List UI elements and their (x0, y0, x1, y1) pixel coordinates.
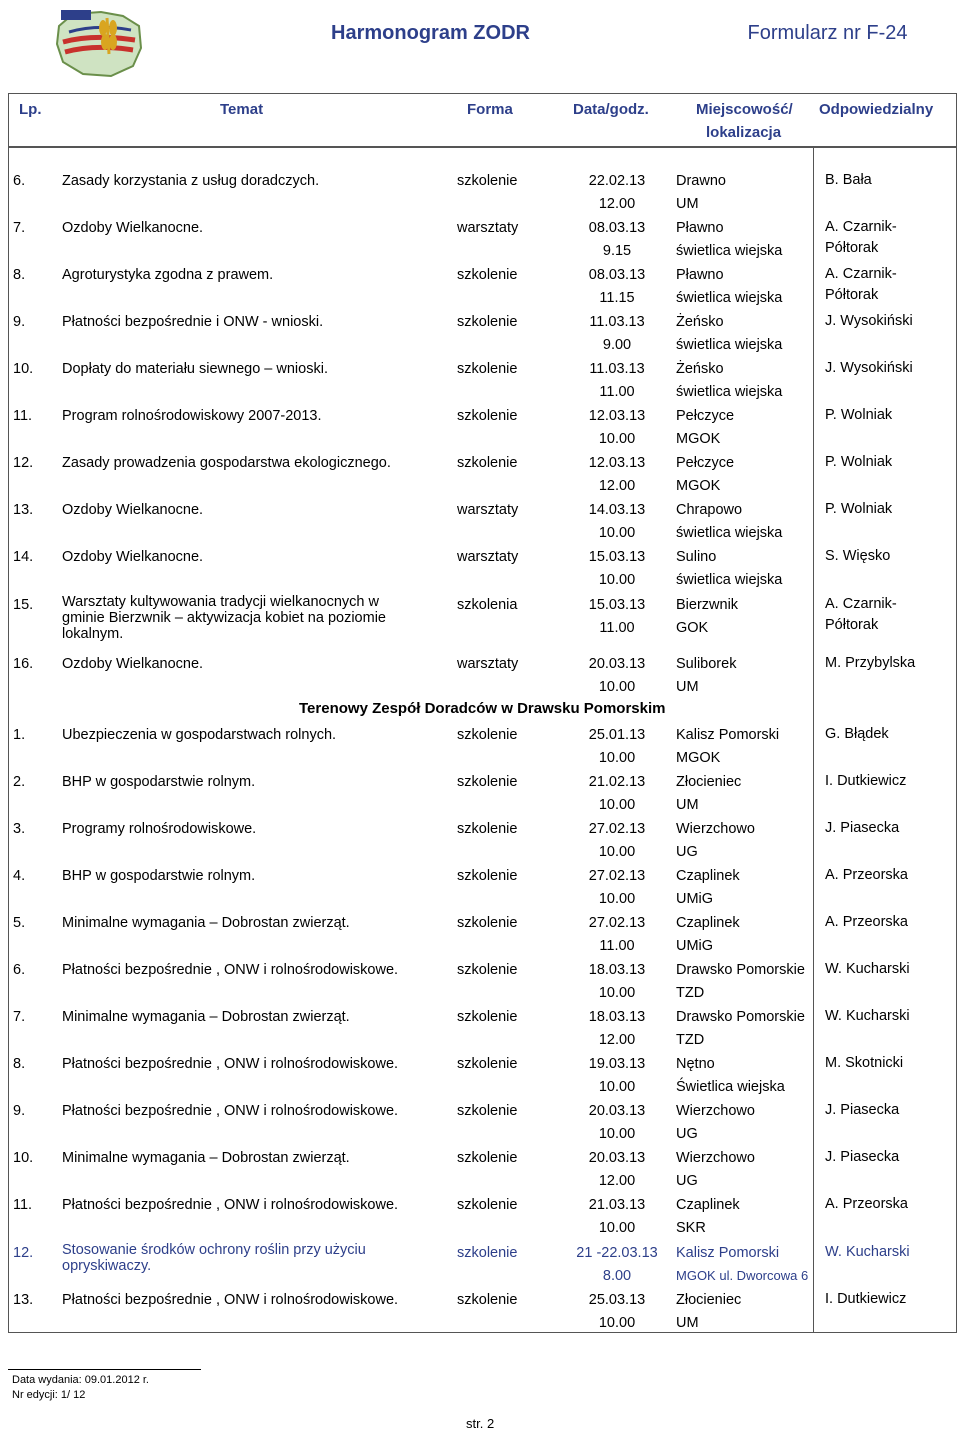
row-topic: Płatności bezpośrednie , ONW i rolnośrodowiskowe. (62, 1292, 399, 1308)
row-date: 11.03.13 (589, 314, 645, 330)
column-miejscowosc: Miejscowość/ (696, 101, 793, 118)
column-lp: Lp. (19, 101, 42, 118)
row-responsible: I. Dutkiewicz (825, 773, 907, 789)
row-time: 10.00 (598, 891, 636, 907)
row-number: 3. (13, 821, 26, 837)
row-date: 27.02.13 (588, 868, 646, 884)
row-place: Żeńsko (676, 361, 724, 377)
zodr-logo-icon (53, 4, 145, 80)
row-time: 12.00 (598, 478, 636, 494)
row-topic: Minimalne wymagania – Dobrostan zwierząt. (62, 1009, 350, 1025)
row-number: 9. (13, 314, 26, 330)
row-topic: Płatności bezpośrednie , ONW i rolnośrodowiskowe. (62, 1103, 399, 1119)
row-place: Pławno (676, 267, 724, 283)
row-date: 21.02.13 (588, 774, 646, 790)
row-topic: BHP w gospodarstwie rolnym. (62, 774, 256, 790)
row-time: 12.00 (598, 196, 636, 212)
row-form: szkolenie (457, 1150, 518, 1166)
row-topic: Dopłaty do materiału siewnego – wnioski. (62, 361, 328, 377)
row-number: 7. (13, 220, 26, 236)
row-venue: świetlica wiejska (676, 384, 783, 400)
row-topic: Zasady prowadzenia gospodarstwa ekologicznego. (62, 455, 391, 471)
row-date: 21 -22.03.13 (576, 1245, 658, 1261)
column-temat: Temat (220, 101, 264, 118)
row-responsible: M. Przybylska (825, 655, 916, 671)
row-place: Kalisz Pomorski (676, 1245, 780, 1261)
row-place: Czaplinek (676, 1197, 740, 1213)
row-venue: UMiG (676, 891, 714, 907)
row-responsible: W. Kucharski (825, 1008, 910, 1024)
row-number: 14. (13, 549, 34, 565)
row-venue: UG (676, 1126, 698, 1142)
row-topic: Stosowanie środków ochrony roślin przy użyciu opryskiwaczy. (62, 1242, 366, 1274)
row-topic: Płatności bezpośrednie , ONW i rolnośrodowiskowe. (62, 1197, 399, 1213)
row-time: 10.00 (598, 797, 636, 813)
row-date: 12.03.13 (588, 455, 646, 471)
row-responsible: A. Przeorska (825, 867, 908, 883)
row-time: 10.00 (598, 1315, 636, 1331)
row-place: Pełczyce (676, 408, 735, 424)
row-venue: UMiG (676, 938, 714, 954)
row-topic: Ozdoby Wielkanocne. (62, 220, 204, 236)
row-place: Złocieniec (676, 774, 742, 790)
row-topic: Płatności bezpośrednie i ONW - wnioski. (62, 314, 324, 330)
row-form: warsztaty (457, 502, 519, 518)
row-number: 2. (13, 774, 26, 790)
row-responsible: P. Wolniak (825, 501, 893, 517)
row-time: 10.00 (598, 1220, 636, 1236)
row-form: szkolenie (457, 173, 518, 189)
row-venue: MGOK (676, 750, 721, 766)
edition-number: Nr edycji: 1/ 12 (12, 1389, 86, 1401)
row-responsible-cont: Półtorak (825, 287, 879, 303)
row-topic: Zasady korzystania z usług doradczych. (62, 173, 320, 189)
column-forma: Forma (467, 101, 513, 118)
row-form: szkolenie (457, 1197, 518, 1213)
column-odpowiedzialny: Odpowiedzialny (819, 101, 934, 118)
row-place: Drawsko Pomorskie (676, 1009, 805, 1025)
row-date: 14.03.13 (588, 502, 646, 518)
row-responsible: J. Piasecka (825, 820, 900, 836)
row-responsible: M. Skotnicki (825, 1055, 904, 1071)
row-date: 21.03.13 (588, 1197, 646, 1213)
row-date: 19.03.13 (588, 1056, 646, 1072)
form-number: Formularz nr F-24 (747, 22, 908, 44)
row-responsible-cont: Półtorak (825, 240, 879, 256)
row-topic: Warsztaty kultywowania tradycji wielkanocnych w gminie Bierzwnik – aktywizacja kobiet na poziomie lokalnym. (62, 594, 386, 642)
row-number: 4. (13, 868, 26, 884)
row-venue: UM (676, 797, 699, 813)
row-number: 1. (13, 727, 26, 743)
row-form: szkolenie (457, 868, 518, 884)
row-number: 6. (13, 962, 26, 978)
row-form: szkolenia (457, 597, 518, 613)
row-responsible-cont: Półtorak (825, 617, 879, 633)
row-responsible: A. Czarnik- (825, 266, 897, 282)
table-header (8, 93, 957, 147)
row-time: 10.00 (598, 572, 636, 588)
row-responsible: J. Wysokiński (825, 360, 913, 376)
row-date: 25.03.13 (588, 1292, 646, 1308)
row-responsible: W. Kucharski (825, 961, 910, 977)
row-place: Pełczyce (676, 455, 735, 471)
row-form: szkolenie (457, 774, 518, 790)
row-number: 9. (13, 1103, 26, 1119)
row-topic: Minimalne wymagania – Dobrostan zwierząt. (62, 1150, 350, 1166)
row-place: Chrapowo (676, 502, 743, 518)
row-form: szkolenie (457, 267, 518, 283)
row-time: 10.00 (598, 679, 636, 695)
schedule-table (8, 147, 957, 1333)
row-time: 10.00 (598, 985, 636, 1001)
row-number: 10. (13, 1150, 34, 1166)
row-number: 5. (13, 915, 26, 931)
row-venue: świetlica wiejska (676, 525, 783, 541)
row-topic: Minimalne wymagania – Dobrostan zwierząt. (62, 915, 350, 931)
row-number: 13. (13, 502, 34, 518)
row-responsible: P. Wolniak (825, 454, 893, 470)
row-venue: MGOK (676, 478, 721, 494)
row-date: 20.03.13 (588, 1150, 646, 1166)
row-responsible: W. Kucharski (825, 1244, 910, 1260)
row-topic: Ozdoby Wielkanocne. (62, 549, 204, 565)
row-date: 25.01.13 (588, 727, 646, 743)
row-number: 8. (13, 267, 26, 283)
column-data: Data/godz. (573, 101, 649, 118)
row-time: 10.00 (598, 750, 636, 766)
row-responsible: A. Przeorska (825, 914, 908, 930)
row-responsible: A. Czarnik- (825, 596, 897, 612)
row-responsible: J. Piasecka (825, 1102, 900, 1118)
row-form: warsztaty (457, 220, 519, 236)
row-date: 27.02.13 (588, 915, 646, 931)
footer-rule (8, 1369, 201, 1370)
row-responsible: S. Więsko (825, 548, 891, 564)
row-form: szkolenie (457, 821, 518, 837)
row-time: 12.00 (598, 1032, 636, 1048)
column-lokalizacja: lokalizacja (706, 124, 782, 141)
row-venue: świetlica wiejska (676, 290, 783, 306)
row-venue: świetlica wiejska (676, 337, 783, 353)
row-form: szkolenie (457, 1009, 518, 1025)
row-date: 18.03.13 (588, 962, 646, 978)
row-topic: Płatności bezpośrednie , ONW i rolnośrodowiskowe. (62, 962, 399, 978)
document-header (8, 0, 958, 88)
row-time: 10.00 (598, 431, 636, 447)
row-place: Wierzchowo (676, 1150, 755, 1166)
row-topic: Płatności bezpośrednie , ONW i rolnośrodowiskowe. (62, 1056, 399, 1072)
section-title: Terenowy Zespół Doradców w Drawsku Pomorskim (299, 700, 666, 717)
row-topic: Agroturystyka zgodna z prawem. (62, 267, 274, 283)
issue-date: Data wydania: 09.01.2012 r. (12, 1374, 149, 1386)
row-responsible: I. Dutkiewicz (825, 1291, 907, 1307)
row-number: 11. (13, 408, 33, 424)
row-time: 9.15 (602, 243, 632, 259)
row-venue: świetlica wiejska (676, 243, 783, 259)
row-place: Wierzchowo (676, 1103, 755, 1119)
row-time: 11.00 (599, 620, 635, 636)
row-place: Złocieniec (676, 1292, 742, 1308)
row-venue: SKR (676, 1220, 706, 1236)
row-responsible: J. Wysokiński (825, 313, 913, 329)
row-time: 12.00 (598, 1173, 636, 1189)
row-topic: Programy rolnośrodowiskowe. (62, 821, 257, 837)
row-date: 12.03.13 (588, 408, 646, 424)
row-form: szkolenie (457, 455, 518, 471)
row-time: 10.00 (598, 844, 636, 860)
row-venue: TZD (676, 1032, 705, 1048)
row-venue: Świetlica wiejska (676, 1079, 785, 1095)
row-form: szkolenie (457, 727, 518, 743)
row-number: 13. (13, 1292, 34, 1308)
row-date: 18.03.13 (588, 1009, 646, 1025)
row-responsible: A. Przeorska (825, 1196, 908, 1212)
row-venue: MGOK (676, 431, 721, 447)
row-venue: MGOK ul. Dworcowa 6 (676, 1268, 809, 1283)
column-divider (813, 148, 814, 1332)
row-time: 11.15 (599, 290, 635, 306)
row-time: 8.00 (602, 1268, 632, 1284)
row-form: szkolenie (457, 915, 518, 931)
row-form: szkolenie (457, 1056, 518, 1072)
row-place: Bierzwnik (676, 597, 739, 613)
row-place: Pławno (676, 220, 724, 236)
row-venue: UG (676, 844, 698, 860)
row-venue: UG (676, 1173, 698, 1189)
row-responsible: G. Błądek (825, 726, 889, 742)
row-venue: UM (676, 196, 699, 212)
row-date: 08.03.13 (588, 220, 646, 236)
row-responsible: A. Czarnik- (825, 219, 897, 235)
row-form: szkolenie (457, 361, 518, 377)
row-number: 11. (13, 1197, 33, 1213)
page-number: str. 2 (466, 1416, 495, 1431)
row-time: 11.00 (599, 938, 635, 954)
row-place: Drawsko Pomorskie (676, 962, 805, 978)
row-place: Sulino (676, 549, 717, 565)
row-place: Drawno (676, 173, 726, 189)
row-number: 16. (13, 656, 34, 672)
row-date: 08.03.13 (588, 267, 646, 283)
row-form: szkolenie (457, 1103, 518, 1119)
row-time: 10.00 (598, 525, 636, 541)
row-topic: Ubezpieczenia w gospodarstwach rolnych. (62, 727, 337, 743)
row-venue: TZD (676, 985, 705, 1001)
row-place: Wierzchowo (676, 821, 755, 837)
row-venue: GOK (676, 620, 709, 636)
row-responsible: B. Bała (825, 172, 872, 188)
row-number: 8. (13, 1056, 26, 1072)
row-form: szkolenie (457, 1292, 518, 1308)
row-number: 10. (13, 361, 34, 377)
document-title: Harmonogram ZODR (331, 22, 530, 44)
row-date: 15.03.13 (588, 597, 646, 613)
row-topic: BHP w gospodarstwie rolnym. (62, 868, 256, 884)
row-time: 9.00 (602, 337, 632, 353)
row-topic: Ozdoby Wielkanocne. (62, 502, 204, 518)
row-topic: Program rolnośrodowiskowy 2007-2013. (62, 408, 322, 424)
row-place: Czaplinek (676, 868, 740, 884)
row-number: 15. (13, 597, 34, 613)
row-number: 6. (13, 173, 26, 189)
row-form: szkolenie (457, 408, 518, 424)
row-time: 10.00 (598, 1079, 636, 1095)
row-topic: Ozdoby Wielkanocne. (62, 656, 204, 672)
row-venue: UM (676, 679, 699, 695)
row-date: 22.02.13 (588, 173, 646, 189)
row-form: szkolenie (457, 962, 518, 978)
row-form: szkolenie (457, 314, 518, 330)
row-form: warsztaty (457, 549, 519, 565)
row-place: Suliborek (676, 656, 737, 672)
row-date: 27.02.13 (588, 821, 646, 837)
row-place: Nętno (676, 1056, 715, 1072)
row-time: 11.00 (599, 384, 635, 400)
row-date: 20.03.13 (588, 656, 646, 672)
row-venue: UM (676, 1315, 699, 1331)
row-responsible: J. Piasecka (825, 1149, 900, 1165)
row-date: 15.03.13 (588, 549, 646, 565)
row-date: 20.03.13 (588, 1103, 646, 1119)
row-date: 11.03.13 (589, 361, 645, 377)
row-number: 12. (13, 1245, 34, 1261)
row-time: 10.00 (598, 1126, 636, 1142)
row-place: Kalisz Pomorski (676, 727, 780, 743)
row-form: szkolenie (457, 1245, 518, 1261)
row-number: 12. (13, 455, 34, 471)
row-number: 7. (13, 1009, 26, 1025)
row-venue: świetlica wiejska (676, 572, 783, 588)
row-place: Żeńsko (676, 314, 724, 330)
row-form: warsztaty (457, 656, 519, 672)
row-responsible: P. Wolniak (825, 407, 893, 423)
row-place: Czaplinek (676, 915, 740, 931)
